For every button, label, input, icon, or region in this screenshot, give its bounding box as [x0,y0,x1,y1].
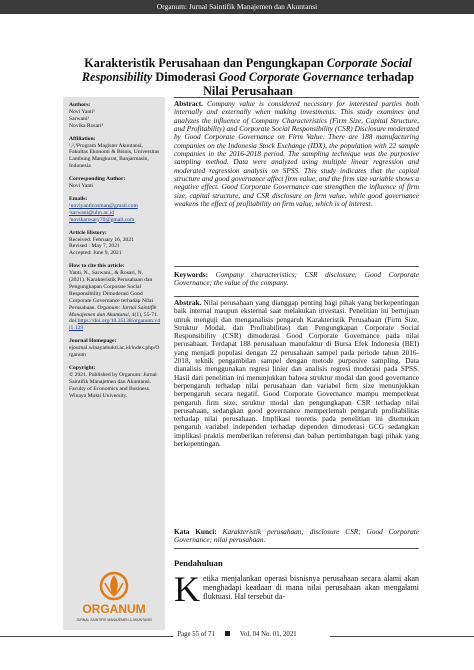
cite-volume: 4(1), 55-71. doi: [69,311,159,325]
corresponding-label: Corresponding Author: [69,176,126,183]
introduction-paragraph [174,569,419,609]
journal-name: Organum: Jurnal Saintifik Manajemen dan Akuntansi [156,2,318,11]
author-2: Sarwani² [69,115,90,122]
abstrak-label: Abstrak. [174,298,202,307]
page-footer [0,631,474,645]
title-part-2: Corporate Social Responsibility [81,56,412,84]
kata-kunci-text: Karakteristik perusahaan; disclosure CSR; Good Corporate Governance; nilai perusahaan. [174,527,420,545]
author-1: Novi Yanti¹ [69,108,95,115]
email-link-3[interactable]: ³novikarosary70@gmail.com [69,216,135,223]
homepage-link[interactable]: ejournal.winayamukti.ac.id/index.php/Organum [69,345,160,359]
volume-info: Vol. 04 No. 01, 2021 [236,631,301,638]
title-part-1: Karakteristik Perusahaan dan Pengungkapan [84,56,327,70]
cite-label: How to cite this article: [69,263,125,270]
copyright-text: © 2021. Published by Organum: Jurnal Saintifik Manajemen dan Akuntansi. Faculty of Economics and Business. Winaya Mukti University. [69,371,157,399]
introduction-text: etika menjalankan operasi bisnisnya perusahaan secara alami akan menghadapi keadaan di mana nilai perusahaan akan mengalami fluktuasi. Hal tersebut da- [203,574,419,602]
organum-logo [67,571,161,627]
section-heading-introduction: Pendahuluan [174,558,223,568]
author-3: Novika Rosari³ [69,122,104,129]
logo-subtext: JURNAL SAINTIFIK MANAJEMEN & AKUNTANSI [76,618,152,622]
emails-label: Emails: [69,195,88,202]
kata-kunci-label: Kata Kunci: [174,527,217,536]
abstract-label: Abstract. [174,99,203,108]
cite-journal: Organum: Jurnal Saintifik Manajemen dan Akuntansi, [69,304,157,318]
email-link-2[interactable]: ²sarwani@ulm.ac.id [69,209,115,216]
cite-text [69,270,160,332]
keywords-english [174,271,419,288]
affiliation-label: Affiliation: [69,135,96,142]
abstrak-text: Nilai perusahaan yang dianggap penting bagi pihak yang berkepentingan baik internal maupun eksternal saat melakukan investasi. Penelitian ini bertujuan untuk menguji dan menganalisis pengaruh Karakteristik Perusahaan (Firm Size, Struktur Modal, dan Profitabilitas) dan Pengungkapan Corporate Social Responsibility (CSR) dimoderasi Good Corporate Governance pada nilai perusahaan. Terdapat 188 perusahaan manufaktur di Bursa Efek Indonesia (BEI) yang menjadi populasi dengan 22 perusahaan sampel pada periode tahun 2016-2018, teknik pengambilan sampel dengan metode purposive sampling. Data dianalisis menggunakan regresi linier dan analisis regresi moderasi pada SPSS. Hasil dari penelitian ini menunjukkan bahwa struktur modal dan good governance berpengaruh terhadap nilai perusahaan dan variabel firm size menunjukkan berpengaruh secara negatif. Good Corporate Governance mampu memperkuat pengaruh firm size, struktur modal dan pengungkapan CSR terhadap nilai perusahaan, sedangkan good governance memperlemah pengaruh profitabilitas terhadap nilai perusahaan. Implikasi teoretis pada penelitian ini ditemukan pengaruh variabel independen terhadap dependen dimoderasi GCG sedangkan implikasi praktis memberikan referensi dan bahan pertimbangan bagi pihak yang berkepentingan. [174,298,419,449]
email-link-1[interactable]: ¹noviyanticosman@gmail.com [69,202,138,209]
article-info-sidebar [63,97,165,630]
page-number: Page 55 of 71 [173,631,219,638]
history-label: Article History: [69,229,107,236]
copyright-label: Copyright: [69,365,96,371]
authors-label: Authors: [69,102,91,108]
drop-cap: K [174,569,200,609]
abstract-indonesian [174,296,419,448]
title-part-3: Dimoderasi [152,70,219,84]
abstract-english [174,97,419,267]
organum-logo-icon [67,571,161,627]
homepage-label: Journal Homepage: [69,338,117,345]
keywords-label: Keywords: [174,270,209,279]
revised-date: Revised : May 7, 2021 [69,243,120,250]
received-date: Received: February 16, 2021 [69,236,134,243]
logo-text: ORGANUM [82,602,146,616]
title-part-4: Good Corporate Governance [218,70,364,84]
title-part-5: terhadap Nilai Perusahaan [203,70,415,98]
doi-link[interactable]: https://doi.org/10.35138/organum.v4i1.129 [69,318,161,332]
corresponding-author: Novi Yanti [69,183,94,190]
footer-square-icon [225,631,230,636]
cite-main: Yanti, N., Sarwani., & Rosari, N. (2021). Karakteristik Perusahaan dan Pengungkapan Corporate Social Responsibility Dimoderasi Good Corporate Governance terhadap Nilai Perusahaan. [69,270,154,311]
accepted-date: Accepted: June 9, 2021 [69,250,122,257]
keywords-text: Company characteristics; CSR disclosure; Good Corporate Governance; the value of the company. [174,270,419,288]
journal-header-bar [0,0,474,14]
affiliation-text: ¹,²,³Program Magister Akuntansi, Fakultas Ekonomi & Bisnis, Universitas Lambung Mangkurat, Banjarmasin, Indonesia [69,142,160,170]
article-title [78,56,418,98]
abstract-text: Company value is considered necessary for interested parties both internally and externally when making investments. This study examines and analyzes the influence of Company Characteristics (Firm Size, Capital Structure, and Profitability) and Corporate Social Responsibility (CSR) Disclosure moderated by Good Corporate Governance on Firm Value. There are 188 manufacturing companies on the Indonesia Stock Exchange (IDX), the population with 22 sample companies in the 2016-2018 period. The sampling technique was the purposive sampling method. Data were analyzed using multiple linear regression and moderated regression analysis on SPSS. This study indicates that the capital structure and good governance affect firm value, and the firm size variable shows a negative effect. Good Corporate Governance can strengthen the influence of firm size, capital structure, and CSR disclosure on firm value, while good governance weakens the effect of profitability on firm value, which is of interest. [174,99,419,209]
keywords-indonesian [174,528,419,549]
